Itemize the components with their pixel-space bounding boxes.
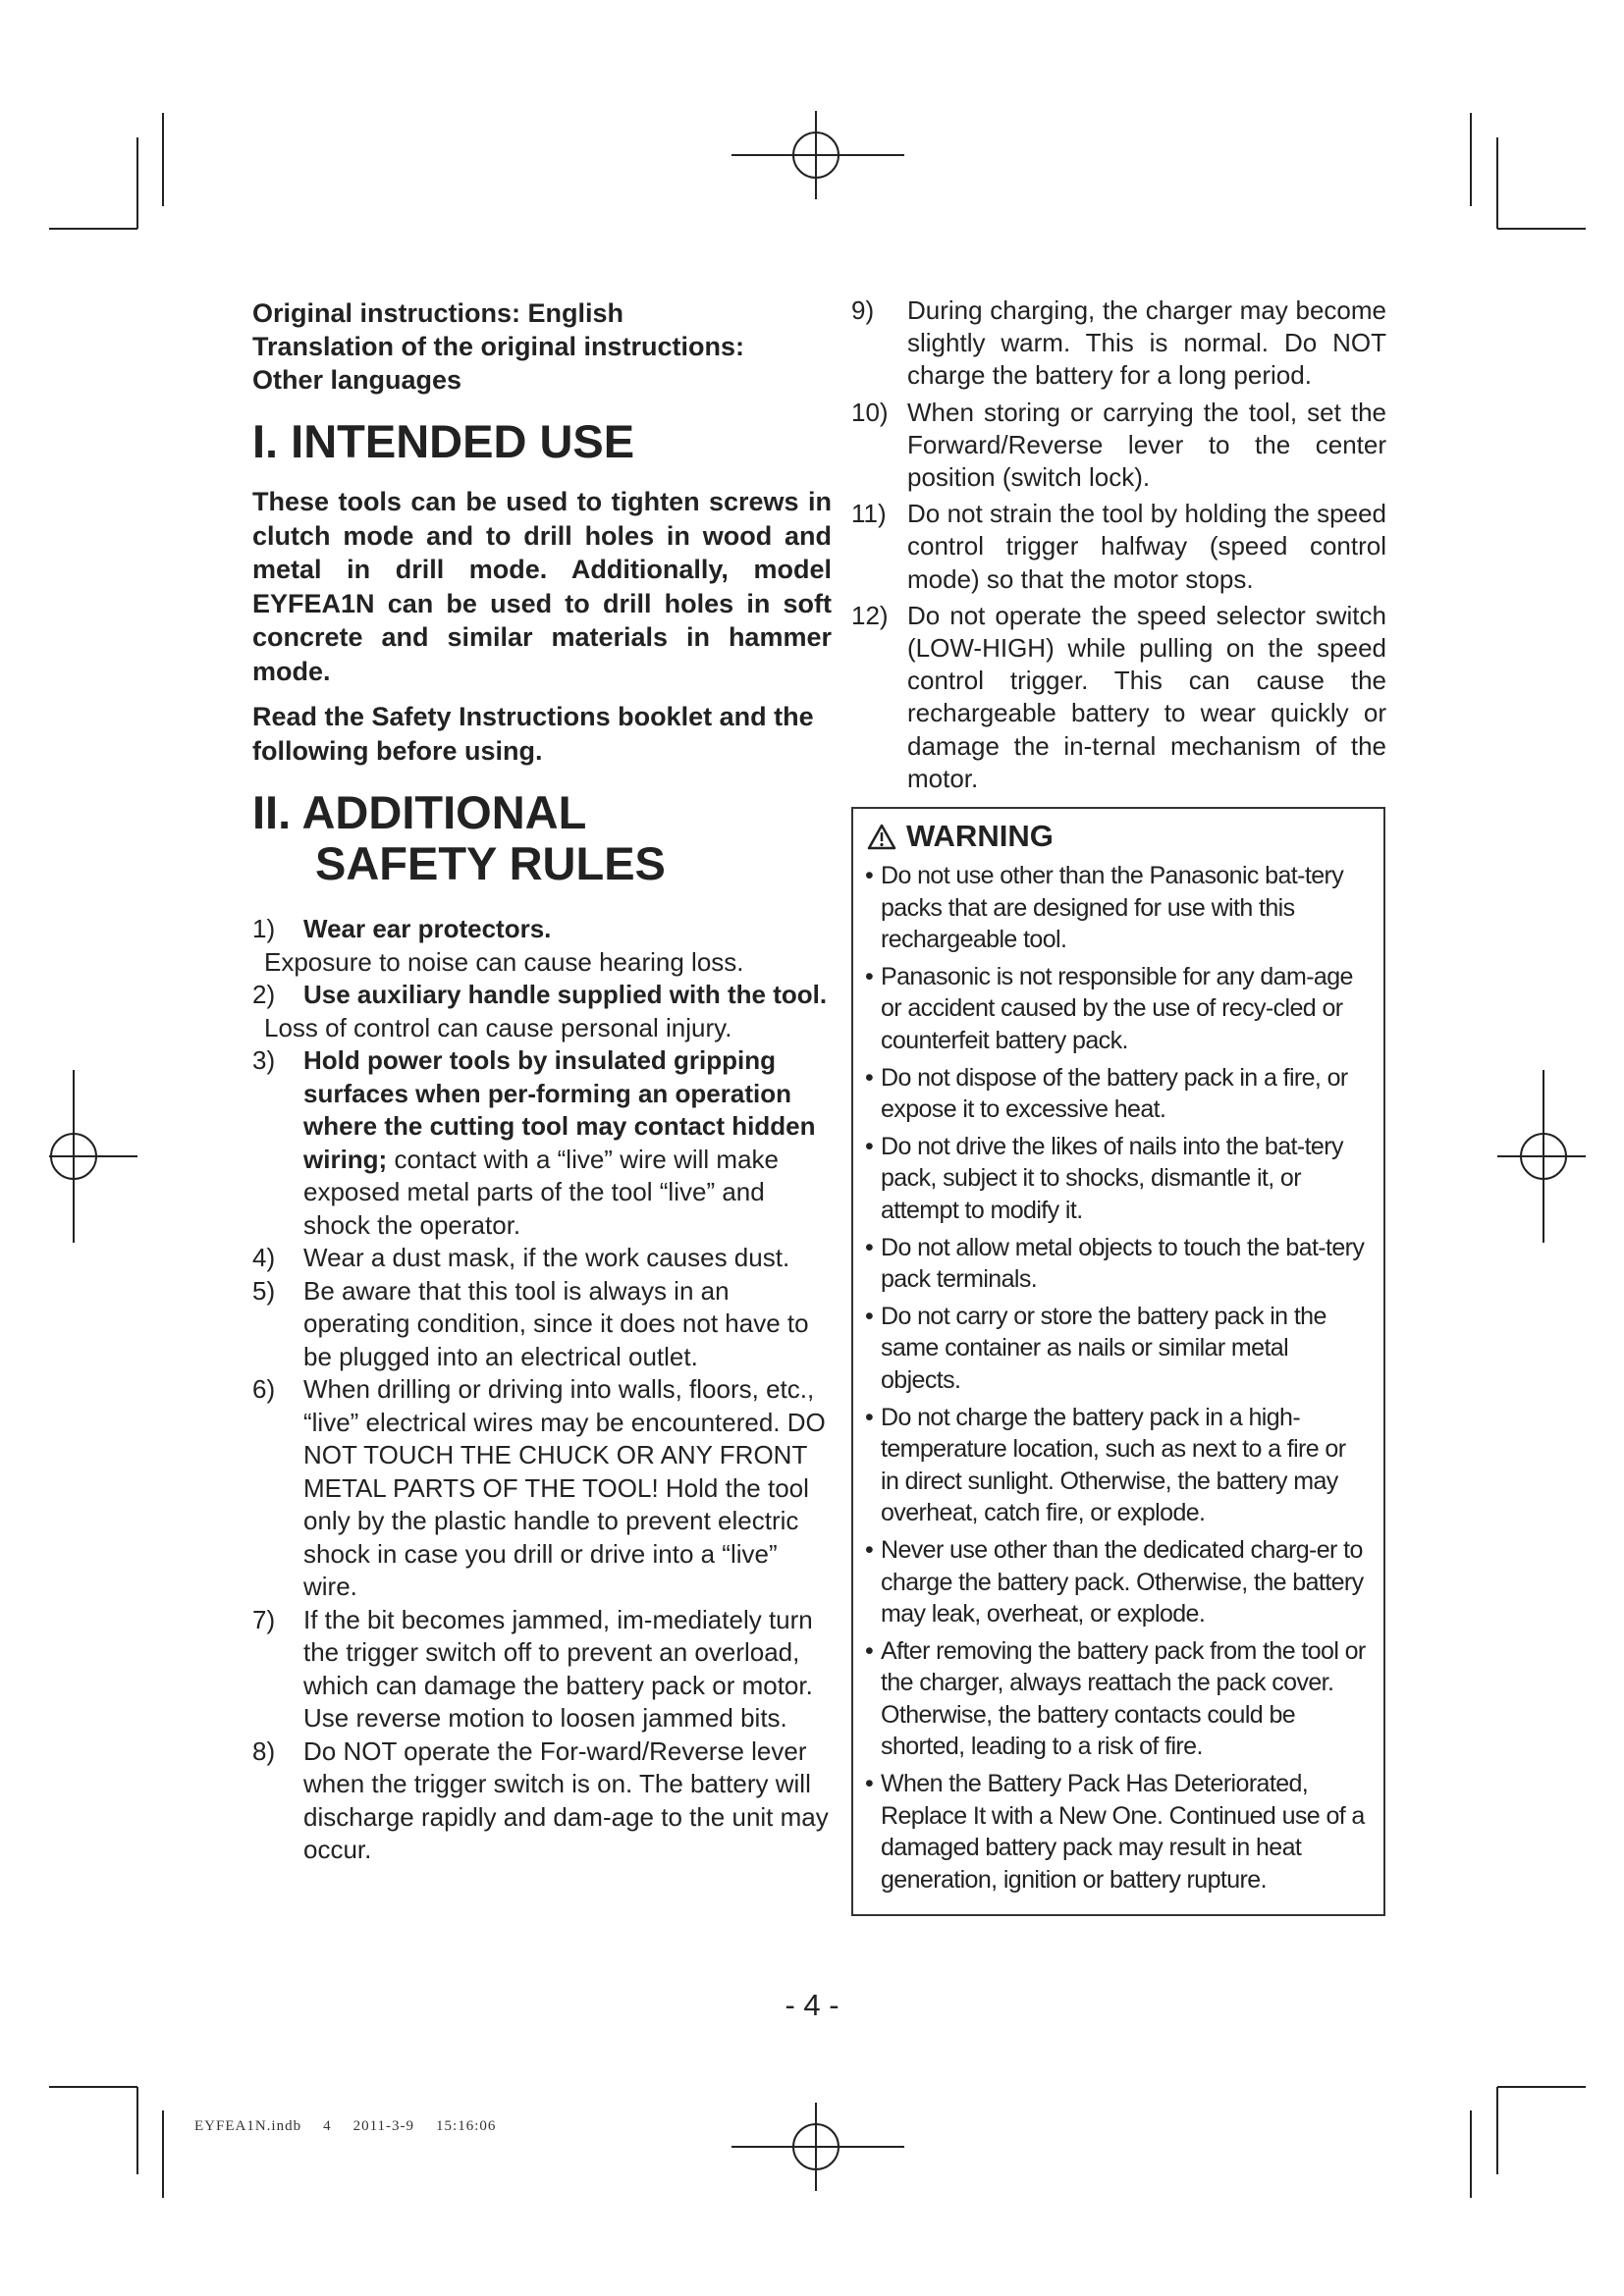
rule-text: Do not operate the speed selector switch (LOW-HIGH) while pulling on the speed control trigger. This can cause the rechargeable battery to wear quickly or damage the in-ternal mechanism of the motor. (907, 600, 1386, 793)
intended-use-paragraph: These tools can be used to tighten screws in clutch mode and to drill holes in wood and metal in drill mode. Additionally, model EYFEA1N can be used to drill holes in soft concrete and similar materials in hammer mode. (252, 487, 832, 686)
rule-number: 6) (252, 1374, 276, 1404)
rule-number: 11) (851, 499, 887, 529)
registration-mark-right (1497, 1070, 1586, 1243)
rule-number: 8) (252, 1735, 276, 1766)
rule-text: When storing or carrying the tool, set the Forward/Reverse lever to the center position (switch lock). (907, 397, 1386, 493)
warning-item: • Do not dispose of the battery pack in a fire, or expose it to excessive heat. (865, 1063, 1348, 1124)
warning-item: • Do not allow metal objects to touch the bat-tery pack terminals. (865, 1233, 1365, 1294)
right-column (851, 294, 1386, 1916)
footer-date: 2011-3-9 (352, 2118, 415, 2134)
rule-item (252, 1242, 832, 1275)
registration-mark-left (49, 1070, 137, 1243)
read-instructions-note: Read the Safety Instructions booklet and the following before using. (252, 702, 814, 766)
language-note-line: Original instructions: English (252, 298, 624, 328)
rule-number: 3) (252, 1045, 276, 1075)
rule-number: 12) (851, 600, 889, 630)
page-number: - 4 - (785, 1988, 839, 2022)
rule-item (252, 1604, 832, 1735)
rule-number: 10) (851, 397, 889, 427)
rule-text: Do not strain the tool by holding the speed control trigger halfway (speed control mode) so that the motor stops. (907, 499, 1386, 594)
rule-item (851, 600, 1386, 795)
rule-text: Be aware that this tool is always in an operating condition, since it does not have to be plugged into an electrical outlet. (303, 1275, 809, 1371)
rule-text: When drilling or driving into walls, floors, etc., “live” electrical wires may be encountered. DO NOT TOUCH THE CHUCK OR ANY FRONT METAL PARTS OF THE TOOL! Hold the tool only by the plastic handle to prevent electric shock in case you drill or drive into a “live” wire. (303, 1374, 826, 1601)
warning-item: • Never use other than the dedicated charg-er to charge the battery pack. Otherwise, the battery may leak, overheat, or explode. (865, 1535, 1364, 1629)
title-line-2: SAFETY RULES (315, 837, 666, 889)
warning-item: • Do not charge the battery pack in a high-temperature location, such as next to a fire or in direct sunlight. Otherwise, the battery may overheat, catch fire, or explode. (865, 1403, 1346, 1527)
rule-text: Do NOT operate the For-ward/Reverse lever when the trigger switch is on. The battery will discharge rapidly and dam-age to the unit may occur. (303, 1735, 829, 1864)
rule-number: 4) (252, 1243, 276, 1272)
warning-box (851, 807, 1385, 1916)
warning-item: • Do not carry or store the battery pack in the same container as nails or similar metal objects. (865, 1302, 1326, 1394)
registration-mark-top (731, 111, 904, 199)
warning-item: • Do not use other than the Panasonic bat-tery packs that are designed for use with this rechargeable tool. (865, 862, 1344, 954)
language-note-line: Translation of the original instructions: (252, 332, 745, 361)
rule-number: 7) (252, 1604, 276, 1634)
warning-title: WARNING (906, 819, 1054, 854)
safety-rules-list-left (252, 913, 832, 1867)
rule-text: Wear a dust mask, if the work causes dust. (303, 1243, 790, 1272)
rule-detail: Loss of control can cause personal injury. (264, 1012, 732, 1042)
rule-item (252, 979, 832, 1044)
additional-safety-rules-title (252, 787, 832, 889)
rule-item (252, 913, 832, 979)
rule-heading: Use auxiliary handle supplied with the tool. (303, 980, 828, 1009)
print-footer (194, 2118, 517, 2135)
rule-heading: Hold power tools by insulated gripping surfaces when per-forming an operation where the cutting tool may contact hidden wiring; (303, 1045, 816, 1174)
intended-use-title: I. INTENDED USE (252, 415, 635, 467)
rule-item (851, 498, 1386, 596)
rule-item (851, 294, 1386, 393)
rule-text: contact with a “live” wire will make exposed metal parts of the tool “live” and shock the operator. (303, 1144, 779, 1240)
registration-mark-bottom (731, 2103, 904, 2191)
rule-text: If the bit becomes jammed, im-mediately turn the trigger switch off to prevent an overload, which can damage the battery pack or motor. Use reverse motion to loosen jammed bits. (303, 1604, 813, 1733)
rule-number: 5) (252, 1275, 276, 1306)
footer-time: 15:16:06 (436, 2118, 497, 2134)
footer-file: EYFEA1N.indb (194, 2118, 302, 2134)
rule-number: 9) (851, 295, 875, 325)
rule-item (252, 1044, 832, 1242)
language-note-line: Other languages (252, 365, 462, 395)
warning-heading (867, 817, 1370, 856)
rule-heading: Wear ear protectors. (303, 914, 552, 943)
rule-detail: Exposure to noise can cause hearing loss. (264, 946, 744, 977)
rule-item (851, 397, 1386, 495)
warning-item: • After removing the battery pack from the tool or the charger, always reattach the pack cover. Otherwise, the battery contacts could be shorted, leading to a risk of fire. (865, 1636, 1366, 1761)
rule-item (252, 1373, 832, 1604)
rule-number: 1) (252, 914, 276, 943)
rule-item (252, 1275, 832, 1374)
rule-number: 2) (252, 980, 276, 1009)
footer-page: 4 (323, 2118, 332, 2134)
warning-item: • When the Battery Pack Has Deteriorated, Replace It with a New One. Continued use of a damaged battery pack may result in heat generation, ignition or battery rupture. (865, 1770, 1365, 1894)
safety-rules-list-right (851, 294, 1386, 795)
title-line-1: II. ADDITIONAL (252, 786, 587, 838)
rule-text: During charging, the charger may become slightly warm. This is normal. Do NOT charge the battery for a long period. (907, 295, 1386, 391)
warning-triangle-icon (867, 824, 896, 850)
warning-item: • Do not drive the likes of nails into the bat-tery pack, subject it to shocks, dismantle it, or attempt to modify it. (865, 1132, 1343, 1224)
left-column (252, 296, 832, 1867)
rule-item (252, 1735, 832, 1867)
warning-item: • Panasonic is not responsible for any dam-age or accident caused by the use of recy-cled or counterfeit battery pack. (865, 962, 1353, 1055)
warning-list (863, 860, 1370, 1896)
